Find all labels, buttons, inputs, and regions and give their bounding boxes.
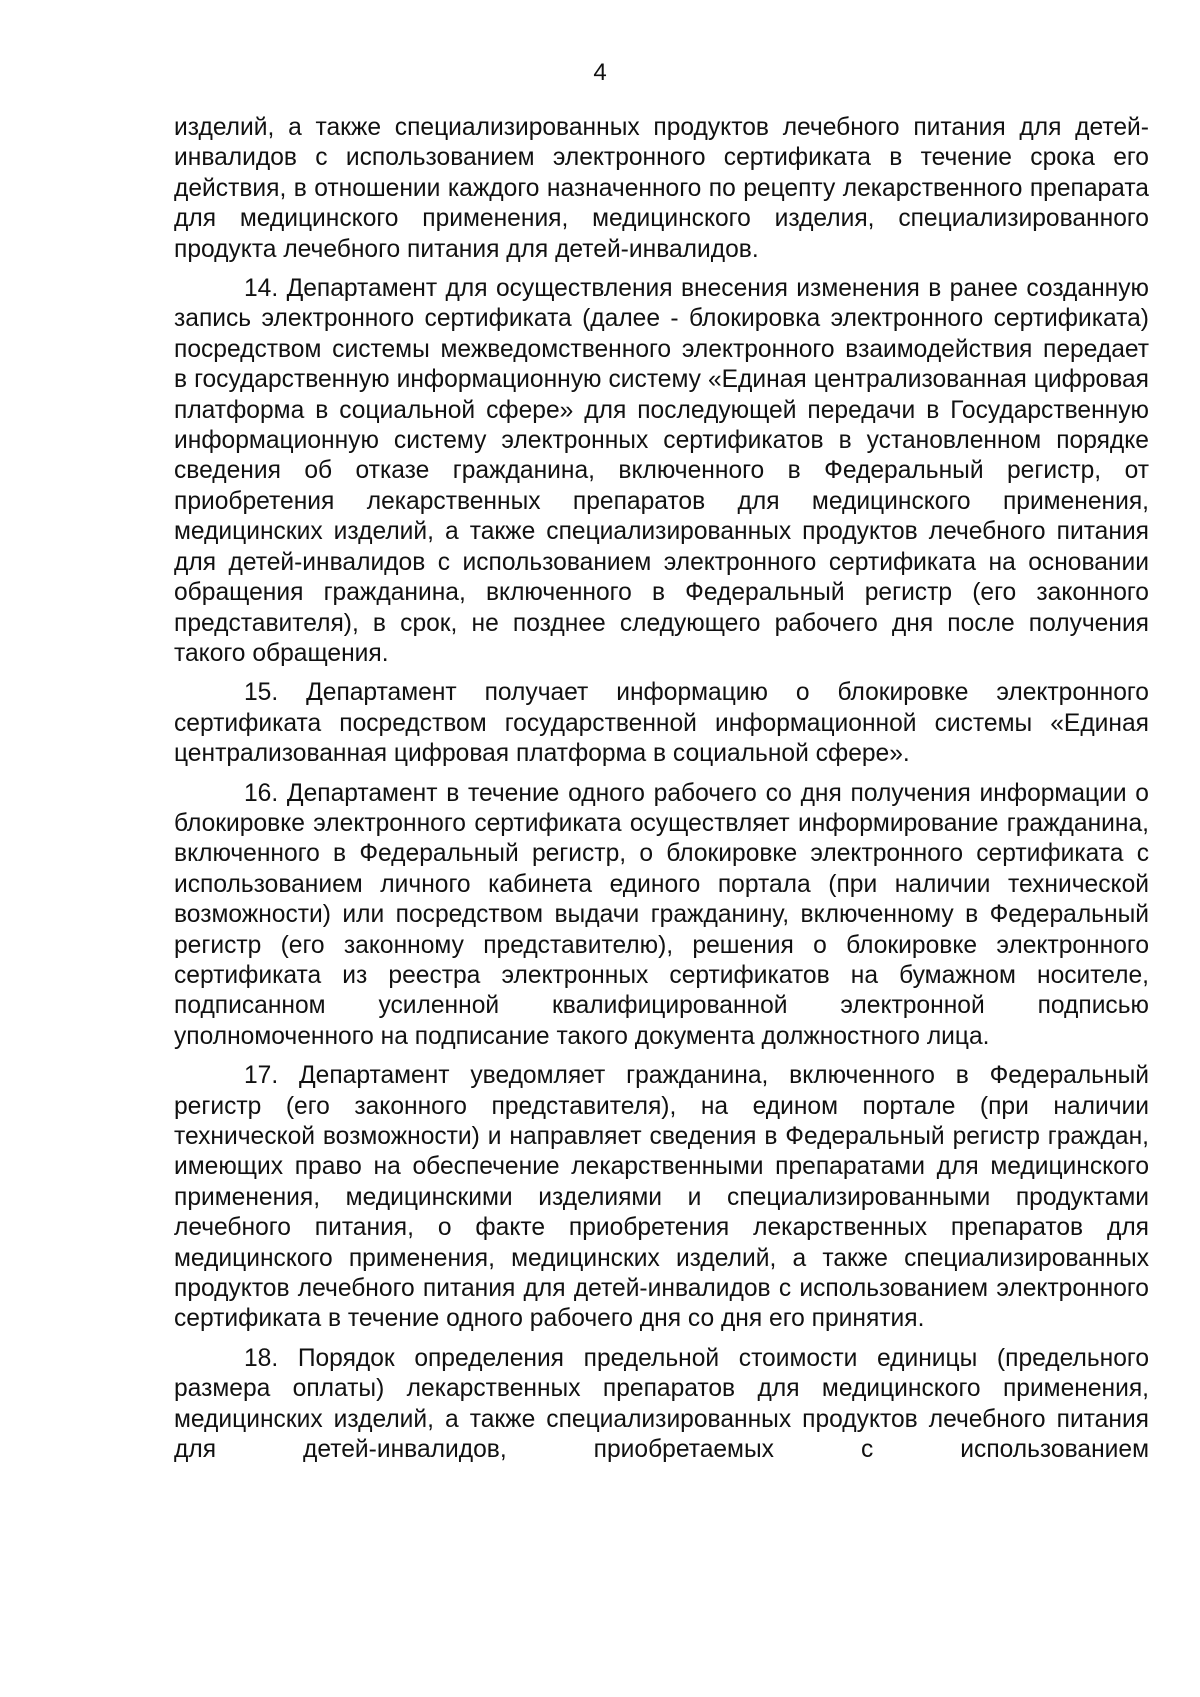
paragraph-15: 15. Департамент получает информацию о блокировке электронного сертификата посредством государственной информационной системы «Единая централизованная цифровая платформа в социальной сфере». [174,679,1149,768]
paragraph-16: 16. Департамент в течение одного рабочего со дня получения информации о блокировке электронного сертификата осуществляет информирование гражданина, включенного в Федеральный регистр, о блокировке электронного сертификата с использованием личного кабинета единого портала (при наличии технической возможности) или посредством выдачи гражданину, включенному в Федеральный регистр (его законному представителю), решения о блокировке электронного сертификата из реестра электронных сертификатов на бумажном носителе, подписанном усиленной квалифицированной электронной подписью уполномоченного на подписание такого документа должностного лица. [174,779,1149,1050]
document-body [174,113,1149,1465]
paragraph-17: 17. Департамент уведомляет гражданина, включенного в Федеральный регистр (его законного представителя), на едином портале (при наличии технической возможности) и направляет сведения в Федеральный регистр граждан, имеющих право на обеспечение лекарственными препаратами для медицинского применения, медицинскими изделиями и специализированными продуктами лечебного питания, о факте приобретения лекарственных препаратов для медицинского применения, медицинских изделий, а также специализированных продуктов лечебного питания для детей-инвалидов с использованием электронного сертификата в течение одного рабочего дня со дня его принятия. [174,1062,1149,1333]
paragraph-14: 14. Департамент для осуществления внесения изменения в ранее созданную запись электронного сертификата (далее - блокировка электронного сертификата) посредством системы межведомственного электронного взаимодействия передает в государственную информационную систему «Единая централизованная цифровая платформа в социальной сфере» для последующей передачи в Государственную информационную систему электронных сертификатов в установленном порядке сведения об отказе гражданина, включенного в Федеральный регистр, от приобретения лекарственных препаратов для медицинского применения, медицинских изделий, а также специализированных продуктов лечебного питания для детей-инвалидов с использованием электронного сертификата на основании обращения гражданина, включенного в Федеральный регистр (его законного представителя), в срок, не позднее следующего рабочего дня после получения такого обращения. [174,275,1149,667]
paragraph-18: 18. Порядок определения предельной стоимости единицы (предельного размера оплаты) лекарственных препаратов для медицинского применения, медицинских изделий, а также специализированных продуктов лечебного питания для детей-инвалидов, приобретаемых с использованием [174,1344,1149,1464]
page-number: 4 [593,59,607,86]
paragraph-continuation: изделий, а также специализированных продуктов лечебного питания для детей-инвалидов с использованием электронного сертификата в течение срока его действия, в отношении каждого назначенного по рецепту лекарственного препарата для медицинского применения, медицинского изделия, специализированного продукта лечебного питания для детей-инвалидов. [174,114,1149,263]
